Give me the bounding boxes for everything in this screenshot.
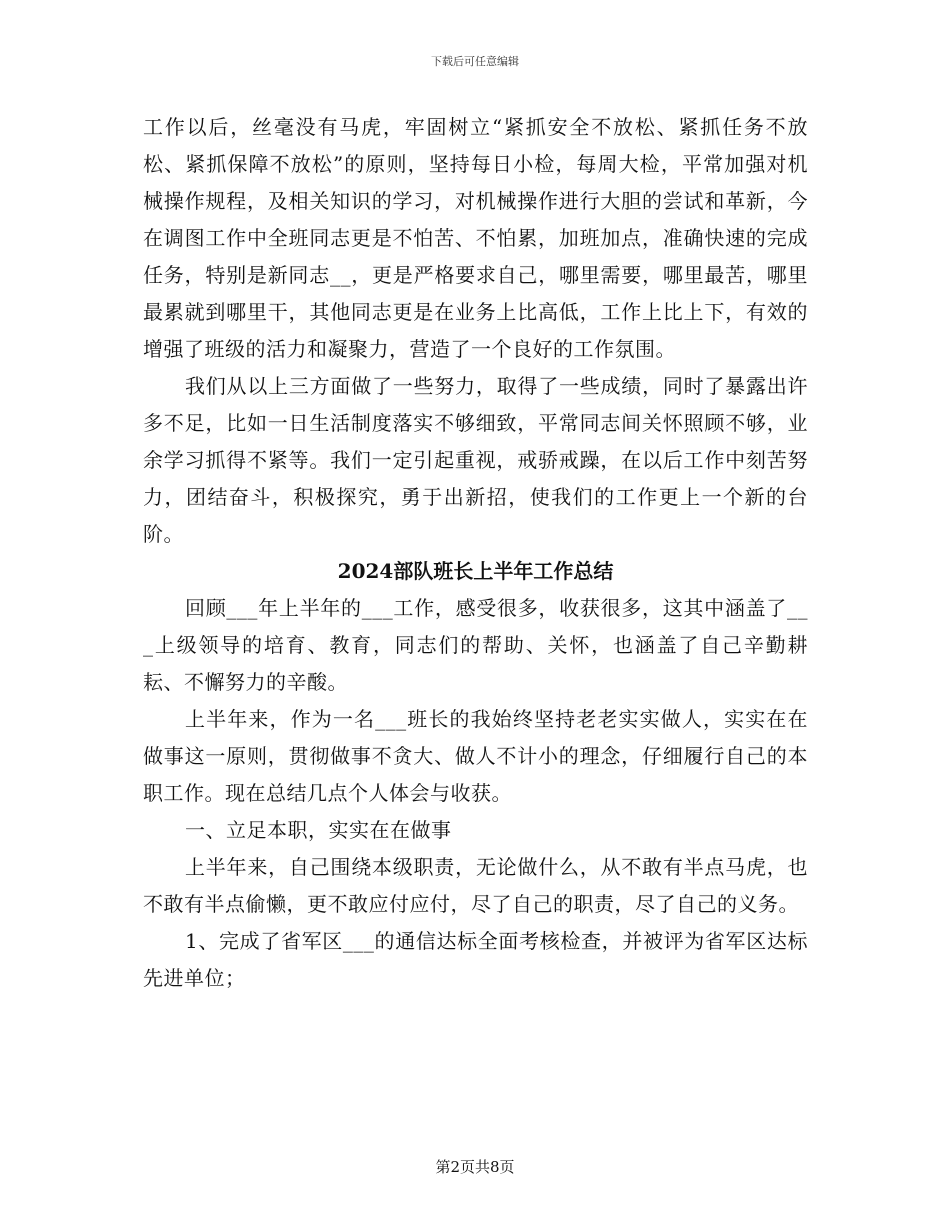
paragraph-4: 上半年来，作为一名___班长的我始终坚持老老实实做人，实实在在做事这一原则，贯彻做事不贪大、做人不计小的理念，仔细履行自己的本职工作。现在总结几点个人体会与收获。 <box>143 707 808 805</box>
page-header-note: 下载后可任意编辑 <box>431 55 519 68</box>
paragraph-1: 工作以后，丝毫没有马虎，牢固树立“紧抓安全不放松、紧抓任务不放松、紧抓保障不放松”的原则，坚持每日小检，每周大检，平常加强对机械操作规程，及相关知识的学习，对机械操作进行大胆的尝试和革新，今在调图工作中全班同志更是不怕苦、不怕累，加班加点，准确快速的完成任务，特别是新同志__，更是严格要求自己，哪里需要，哪里最苦，哪里最累就到哪里干，其他同志更是在业务上比高低，工作上比上下，有效的增强了班级的活力和凝聚力，营造了一个良好的工作氛围。 <box>143 115 808 361</box>
paragraph-6: 上半年来，自己围绕本级职责，无论做什么，从不敢有半点马虎，也不敢有半点偷懒，更不敢应付应付，尽了自己的职责，尽了自己的义务。 <box>143 855 808 916</box>
paragraph-2: 我们从以上三方面做了一些努力，取得了一些成绩，同时了暴露出许多不足，比如一日生活制度落实不够细致，平常同志间关怀照顾不够，业余学习抓得不紧等。我们一定引起重视，戒骄戒躁，在以后工作中刻苦努力，团结奋斗，积极探究，勇于出新招，使我们的工作更上一个新的台阶。 <box>143 374 808 546</box>
document-body <box>143 109 808 997</box>
paragraph-5: 一、立足本职，实实在在做事 <box>185 818 452 842</box>
section-title: 2024部队班长上半年工作总结 <box>337 559 614 583</box>
page-number: 第2页共8页 <box>435 1158 515 1176</box>
paragraph-7: 1、完成了省军区___的通信达标全面考核检查，并被评为省军区达标先进单位； <box>143 929 808 990</box>
paragraph-3: 回顾___年上半年的___工作，感受很多，收获很多，这其中涵盖了___上级领导的培育、教育，同志们的帮助、关怀，也涵盖了自己辛勤耕耘、不懈努力的辛酸。 <box>143 596 808 694</box>
